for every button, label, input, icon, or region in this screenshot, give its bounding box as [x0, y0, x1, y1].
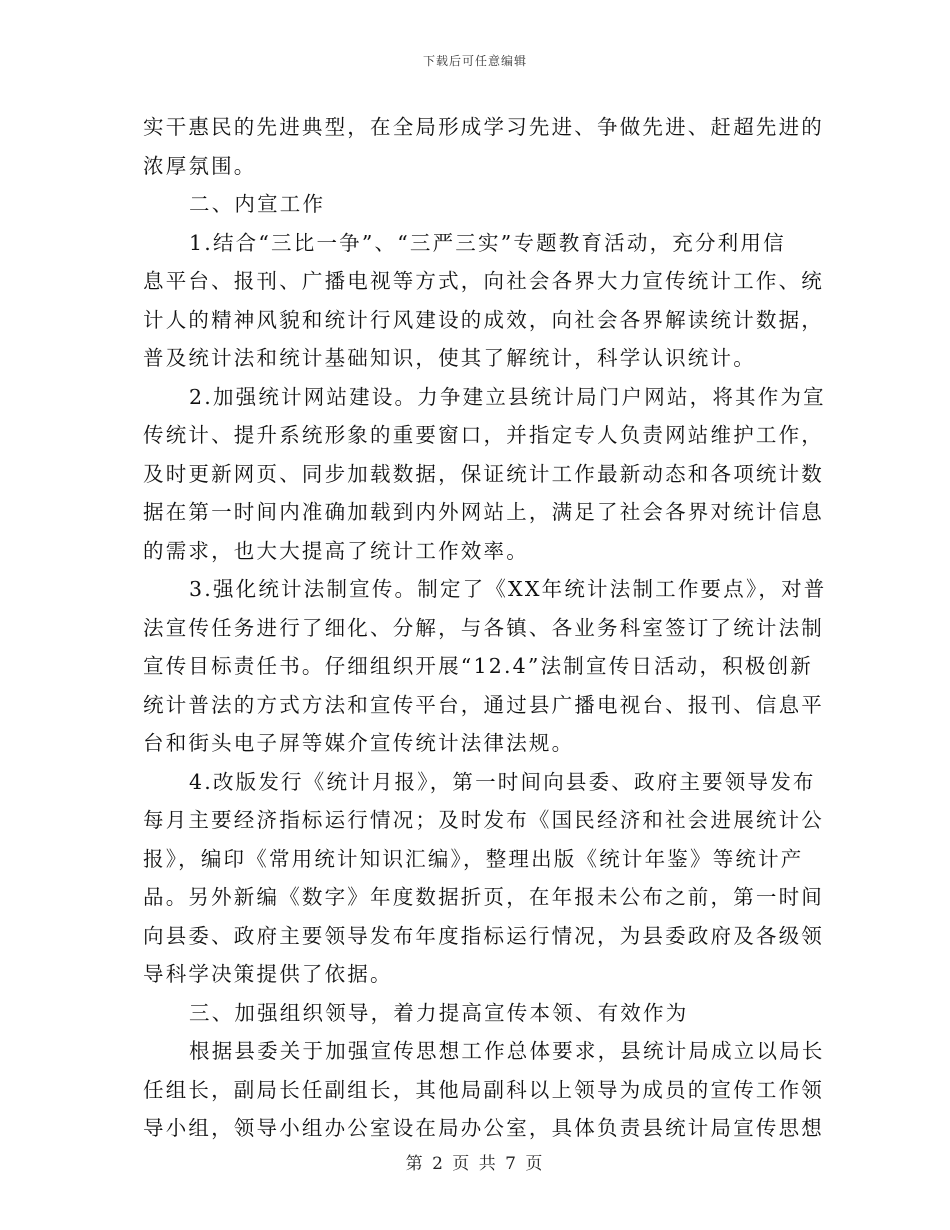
page-footer: 第 2 页 共 7 页	[405, 1154, 545, 1174]
text-line: 根据县委关于加强宣传思想工作总体要求，县统计局成立以局长	[189, 1039, 825, 1063]
text-line: 浓厚氛围。	[143, 153, 257, 178]
text-line: 导小组，领导小组办公室设在局办公室，具体负责县统计局宣传思想	[143, 1116, 824, 1140]
text-line: 3.强化统计法制宣传。制定了《XX年统计法制工作要点》，对普	[189, 577, 827, 601]
text-line: 计人的精神风貌和统计行风建设的成效，向社会各界解读统计数据，	[143, 307, 824, 332]
text-line: 据在第一时间内准确加载到内外网站上，满足了社会各界对统计信息	[143, 500, 824, 524]
text-line: 台和街头电子屏等媒介宣传统计法律法规。	[143, 731, 575, 755]
text-line: 4.改版发行《统计月报》，第一时间向县委、政府主要领导发布	[189, 769, 816, 794]
text-line: 宣传目标责任书。仔细组织开展“12.4”法制宣传日活动，积极创新	[143, 654, 814, 678]
text-line: 导科学决策提供了依据。	[143, 962, 393, 986]
text-line: 实干惠民的先进典型，在全局形成学习先进、争做先进、赶超先进的	[143, 115, 824, 139]
text-line: 息平台、报刊、广播电视等方式，向社会各界大力宣传统计工作、统	[143, 269, 824, 293]
text-line: 及时更新网页、同步加载数据，保证统计工作最新动态和各项统计数	[143, 461, 824, 486]
text-line: 品。另外新编《数字》年度数据折页，在年报未公布之前，第一时间	[143, 885, 824, 909]
text-line: 每月主要经济指标运行情况；及时发布《国民经济和社会进展统计公	[143, 808, 824, 832]
text-line: 普及统计法和统计基础知识，使其了解统计，科学认识统计。	[143, 346, 756, 370]
document-body	[143, 108, 827, 1148]
page-header: 下载后可任意编辑	[422, 54, 527, 68]
text-line: 传统计、提升系统形象的重要窗口，并指定专人负责网站维护工作，	[143, 423, 824, 447]
text-line: 三、加强组织领导，着力提高宣传本领、有效作为	[189, 1000, 689, 1025]
text-line: 报》，编印《常用统计知识汇编》，整理出版《统计年鉴》等统计产	[143, 846, 804, 871]
text-line: 1.结合“三比一争”、“三严三实”专题教育活动，充分利用信	[189, 230, 786, 255]
text-line: 向县委、政府主要领导发布年度指标运行情况，为县委政府及各级领	[143, 923, 824, 948]
text-line: 二、内宣工作	[189, 192, 326, 216]
text-line: 统计普法的方式方法和宣传平台，通过县广播电视台、报刊、信息平	[143, 692, 824, 717]
text-line: 任组长，副局长任副组长，其他局副科以上领导为成员的宣传工作领	[143, 1077, 824, 1102]
text-line: 的需求，也大大提高了统计工作效率。	[143, 538, 529, 563]
text-line: 法宣传任务进行了细化、分解，与各镇、各业务科室签订了统计法制	[143, 615, 824, 640]
text-line: 2.加强统计网站建设。力争建立县统计局门户网站，将其作为宣	[189, 384, 826, 409]
